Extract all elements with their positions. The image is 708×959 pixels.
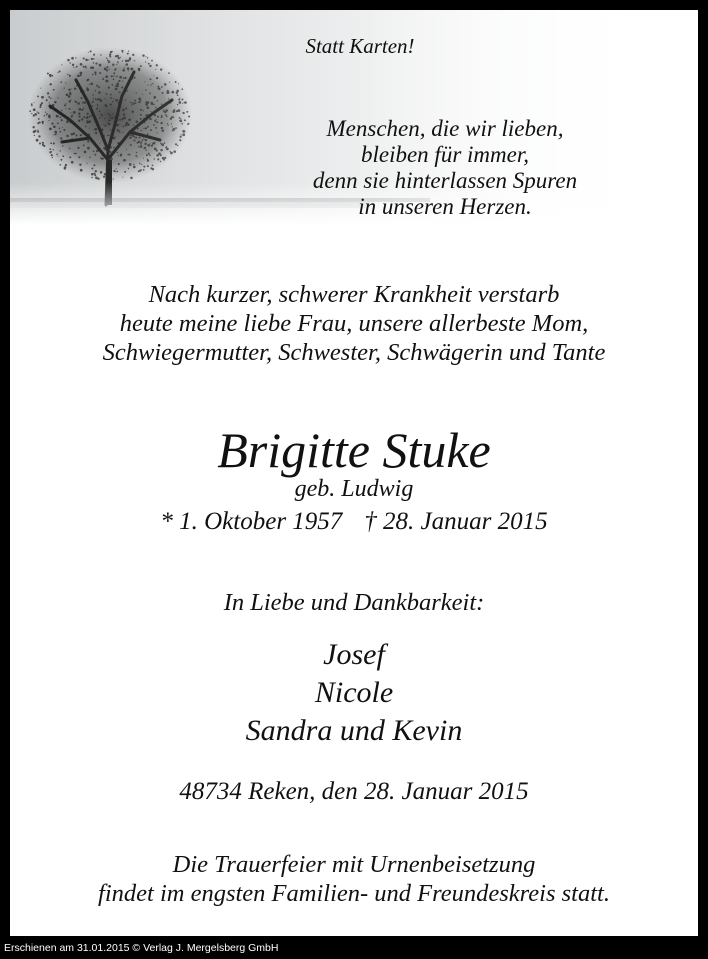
obituary-notice (10, 10, 698, 936)
intro-text (10, 280, 698, 367)
intro-line: Schwiegermutter, Schwester, Schwägerin und Tante (102, 339, 606, 366)
place-date: 48734 Reken, den 28. Januar 2015 (179, 778, 529, 805)
life-dates (10, 507, 698, 537)
maiden-name: geb. Ludwig (294, 476, 414, 502)
mourners-list (10, 636, 698, 750)
motto-verse (280, 116, 610, 220)
mourner-name: Sandra und Kevin (245, 714, 463, 747)
motto-line: in unseren Herzen. (358, 194, 532, 219)
mourner-name: Josef (323, 638, 385, 671)
birth-date: * 1. Oktober 1957 (160, 508, 343, 535)
motto-line: denn sie hinterlassen Spuren (312, 168, 578, 193)
deceased-name: Brigitte Stuke (217, 422, 491, 478)
publication-footer: Erschienen am 31.01.2015 © Verlag J. Mergelsberg GmbH (4, 942, 279, 954)
death-date: † 28. Januar 2015 (364, 508, 548, 535)
intro-line: heute meine liebe Frau, unsere allerbeste Mom, (119, 310, 589, 337)
funeral-line: findet im engsten Familien- und Freundeskreis statt. (98, 880, 610, 907)
funeral-line: Die Trauerfeier mit Urnenbeisetzung (172, 851, 536, 878)
motto-line: bleiben für immer, (360, 142, 529, 167)
intro-line: Nach kurzer, schwerer Krankheit verstarb (148, 281, 560, 308)
thanks-heading: In Liebe und Dankbarkeit: (223, 589, 485, 616)
funeral-info (10, 850, 698, 908)
statt-karten-text: Statt Karten! (305, 34, 415, 58)
mourner-name: Nicole (314, 676, 394, 709)
motto-line: Menschen, die wir lieben, (326, 116, 564, 141)
